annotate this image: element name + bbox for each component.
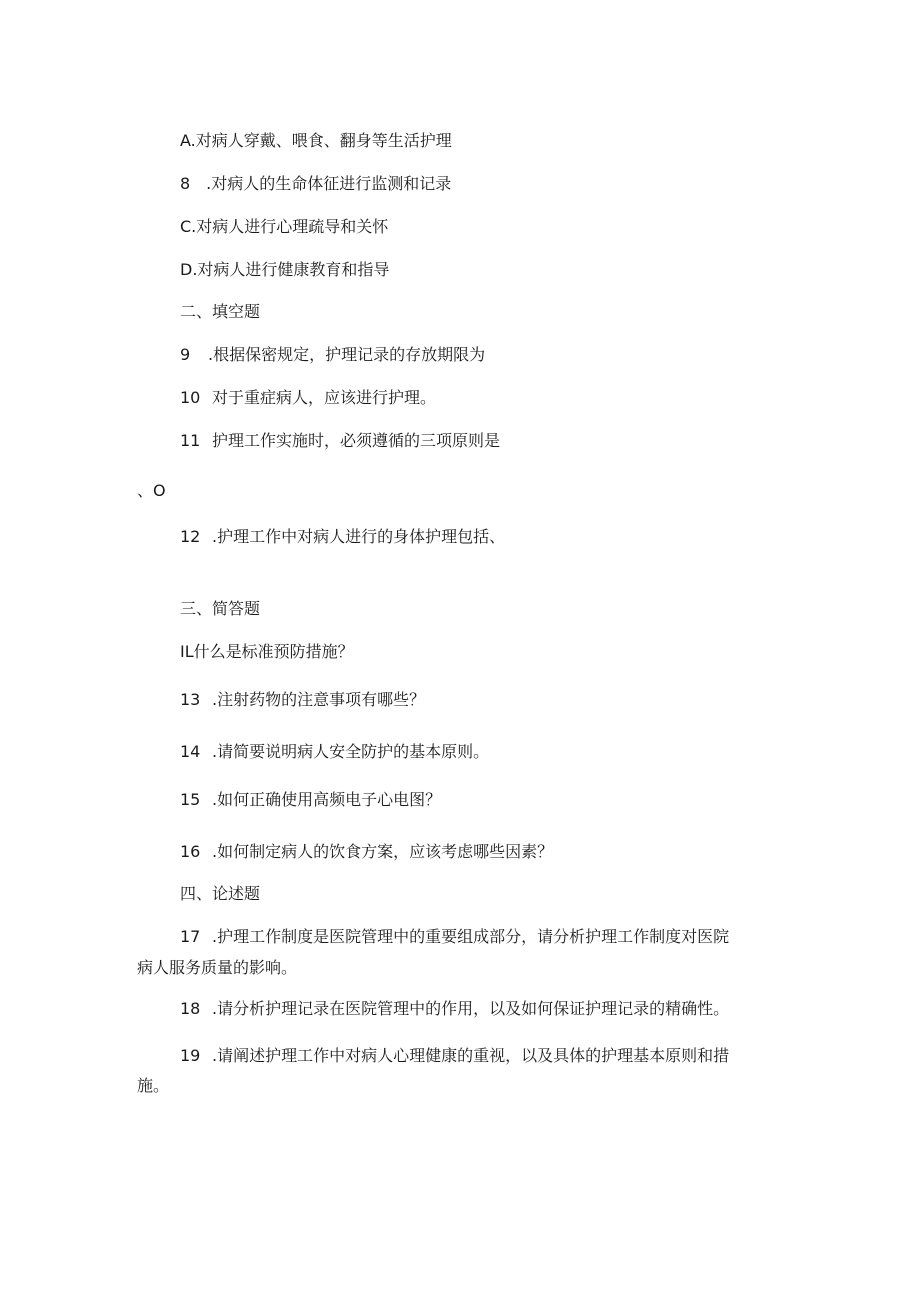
question-15 — [180, 790, 441, 810]
fill-section-heading: 二、填空题 — [180, 302, 261, 321]
question-number: 13 — [180, 690, 201, 709]
question-19-continuation: 施。 — [137, 1076, 170, 1095]
question-number: 9 — [180, 345, 191, 364]
question-text: 护理工作实施时，必须遵循的三项原则是 — [212, 431, 501, 450]
question-11 — [180, 431, 500, 451]
question-text: .请简要说明病人安全防护的基本原则。 — [212, 742, 490, 761]
question-17 — [180, 927, 729, 947]
question-text: .护理工作中对病人进行的身体护理包括、 — [212, 527, 506, 546]
choice-option-c: C.对病人进行心理疏导和关怀 — [180, 217, 389, 236]
question-number: 10 — [180, 388, 201, 407]
essay-section-heading: 四、论述题 — [180, 884, 261, 903]
question-text: .护理工作制度是医院管理中的重要组成部分，请分析护理工作制度对医院 — [212, 927, 730, 946]
question-il: IL什么是标准预防措施？ — [180, 642, 354, 661]
question-10 — [180, 388, 436, 408]
question-number: 14 — [180, 742, 201, 761]
choice-option-d: D.对病人进行健康教育和指导 — [180, 260, 390, 279]
question-number: 12 — [180, 527, 201, 546]
question-number: 17 — [180, 927, 201, 946]
question-text: .请阐述护理工作中对病人心理健康的重视，以及具体的护理基本原则和措 — [212, 1046, 730, 1065]
question-16 — [180, 842, 553, 862]
choice-option-b: 8 .对病人的生命体征进行监测和记录 — [180, 174, 452, 193]
question-text: .注射药物的注意事项有哪些？ — [212, 690, 426, 709]
question-13 — [180, 690, 425, 710]
question-text: .如何正确使用高频电子心电图？ — [212, 790, 442, 809]
question-number: 18 — [180, 999, 201, 1018]
question-17-continuation: 病人服务质量的影响。 — [137, 958, 298, 977]
question-number: 16 — [180, 842, 201, 861]
question-number: 15 — [180, 790, 201, 809]
question-11-continuation: 、O — [137, 481, 166, 500]
question-number: 19 — [180, 1046, 201, 1065]
question-text: .请分析护理记录在医院管理中的作用，以及如何保证护理记录的精确性。 — [212, 999, 730, 1018]
question-18 — [180, 999, 729, 1019]
question-14 — [180, 742, 489, 762]
question-number: 11 — [180, 431, 201, 450]
question-19 — [180, 1046, 729, 1066]
question-text: 对于重症病人，应该进行护理。 — [212, 388, 437, 407]
question-text: .根据保密规定，护理记录的存放期限为 — [208, 345, 486, 364]
short-section-heading: 三、简答题 — [180, 599, 261, 618]
question-12 — [180, 527, 505, 547]
question-9 — [180, 345, 485, 365]
question-text: .如何制定病人的饮食方案，应该考虑哪些因素？ — [212, 842, 554, 861]
choice-option-a: A.对病人穿戴、喂食、翻身等生活护理 — [180, 131, 452, 150]
